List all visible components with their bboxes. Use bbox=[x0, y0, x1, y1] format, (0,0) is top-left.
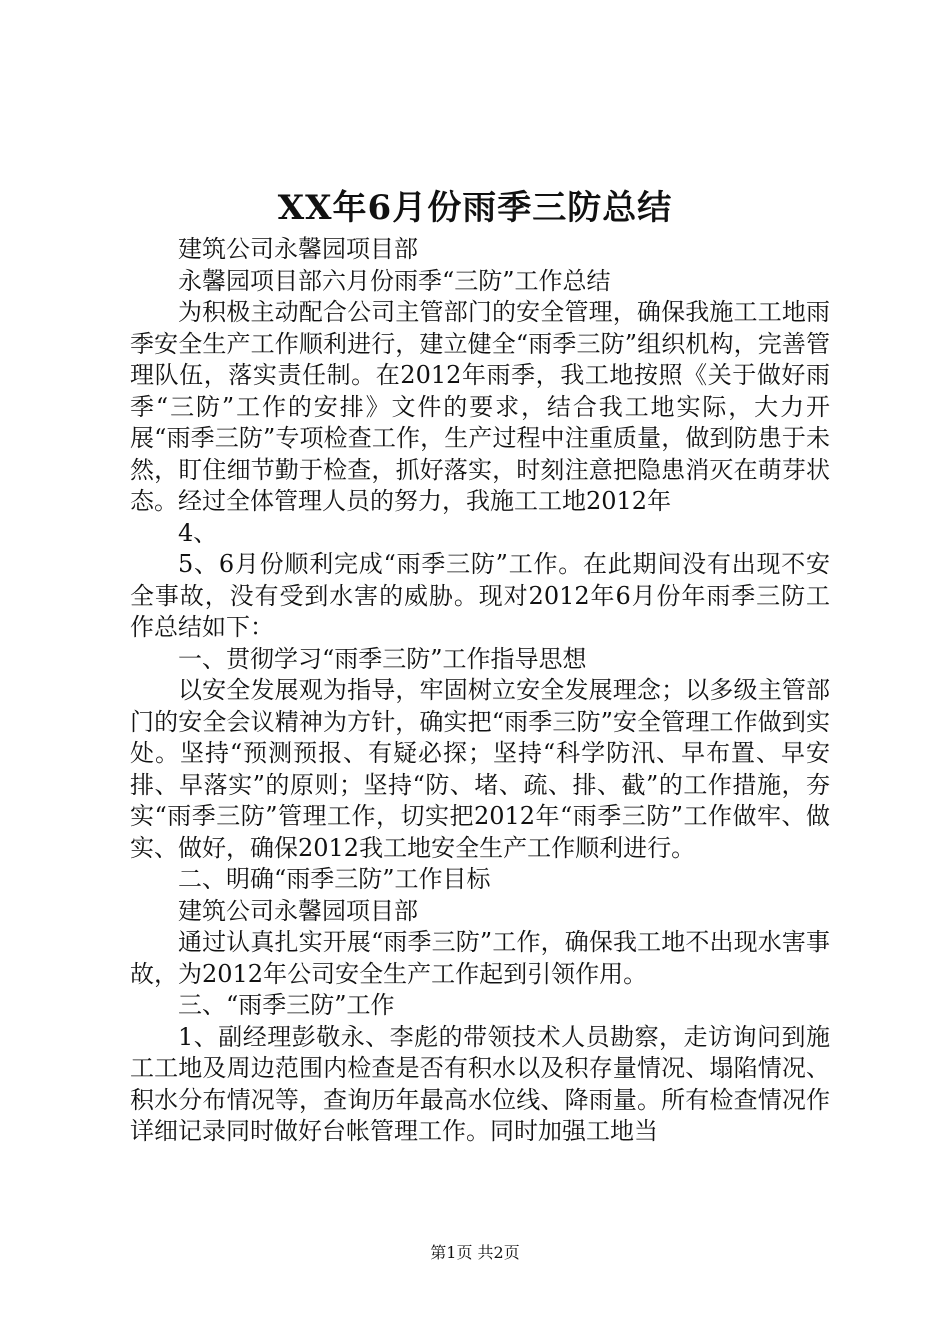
paragraph-goal: 通过认真扎实开展“雨季三防”工作，确保我工地不出现水害事故，为2012年公司安全生产工作起到引领作用。 bbox=[130, 928, 830, 988]
section-heading-3: 三、“雨季三防”工作 bbox=[178, 991, 395, 1019]
document-body bbox=[130, 234, 830, 1148]
paragraph-subtitle: 永馨园项目部六月份雨季“三防”工作总结 bbox=[178, 266, 611, 295]
paragraph-item-4: 4、 bbox=[178, 518, 218, 547]
paragraph-item-5: 5、6月份顺利完成“雨季三防”工作。在此期间没有出现不安全事故，没有受到水害的威胁。现对2012年6月份年雨季三防工作总结如下： bbox=[130, 550, 830, 641]
section-heading-1: 一、贯彻学习“雨季三防”工作指导思想 bbox=[178, 644, 587, 673]
paragraph-company-2: 建筑公司永馨园项目部 bbox=[178, 896, 418, 925]
document-title: XX年6月份雨季三防总结 bbox=[277, 188, 673, 228]
paragraph-intro: 为积极主动配合公司主管部门的安全管理，确保我施工工地雨季安全生产工作顺利进行，建立健全“雨季三防”组织机构，完善管理队伍，落实责任制。在2012年雨季，我工地按照《关于做好雨季“三防”工作的安排》文件的要求，结合我工地实际，大力开展“雨季三防”专项检查工作，生产过程中注重质量，做到防患于未然，盯住细节勤于检查，抓好落实，时刻注意把隐患消灭在萌芽状态。经过全体管理人员的努力，我施工工地2012年 bbox=[130, 298, 830, 515]
page-footer: 第1页 共2页 bbox=[430, 1243, 520, 1262]
paragraph-work-item-1: 1、副经理彭敬永、李彪的带领技术人员勘察，走访询问到施工工地及周边范围内检查是否有积水以及积存量情况、塌陷情况、积水分布情况等，查询历年最高水位线、降雨量。所有检查情况作详细记录同时做好台帐管理工作。同时加强工地当 bbox=[130, 1022, 830, 1145]
paragraph-company: 建筑公司永馨园项目部 bbox=[178, 235, 418, 263]
section-heading-2: 二、明确“雨季三防”工作目标 bbox=[178, 865, 491, 893]
paragraph-guiding-idea: 以安全发展观为指导，牢固树立安全发展理念；以多级主管部门的安全会议精神为方针，确实把“雨季三防”安全管理工作做到实处。坚持“预测预报、有疑必探；坚持“科学防汛、早布置、早安排、早落实”的原则；坚持“防、堵、疏、排、截”的工作措施，夯实“雨季三防”管理工作，切实把2012年“雨季三防”工作做牢、做实、做好，确保2012我工地安全生产工作顺利进行。 bbox=[130, 676, 830, 862]
